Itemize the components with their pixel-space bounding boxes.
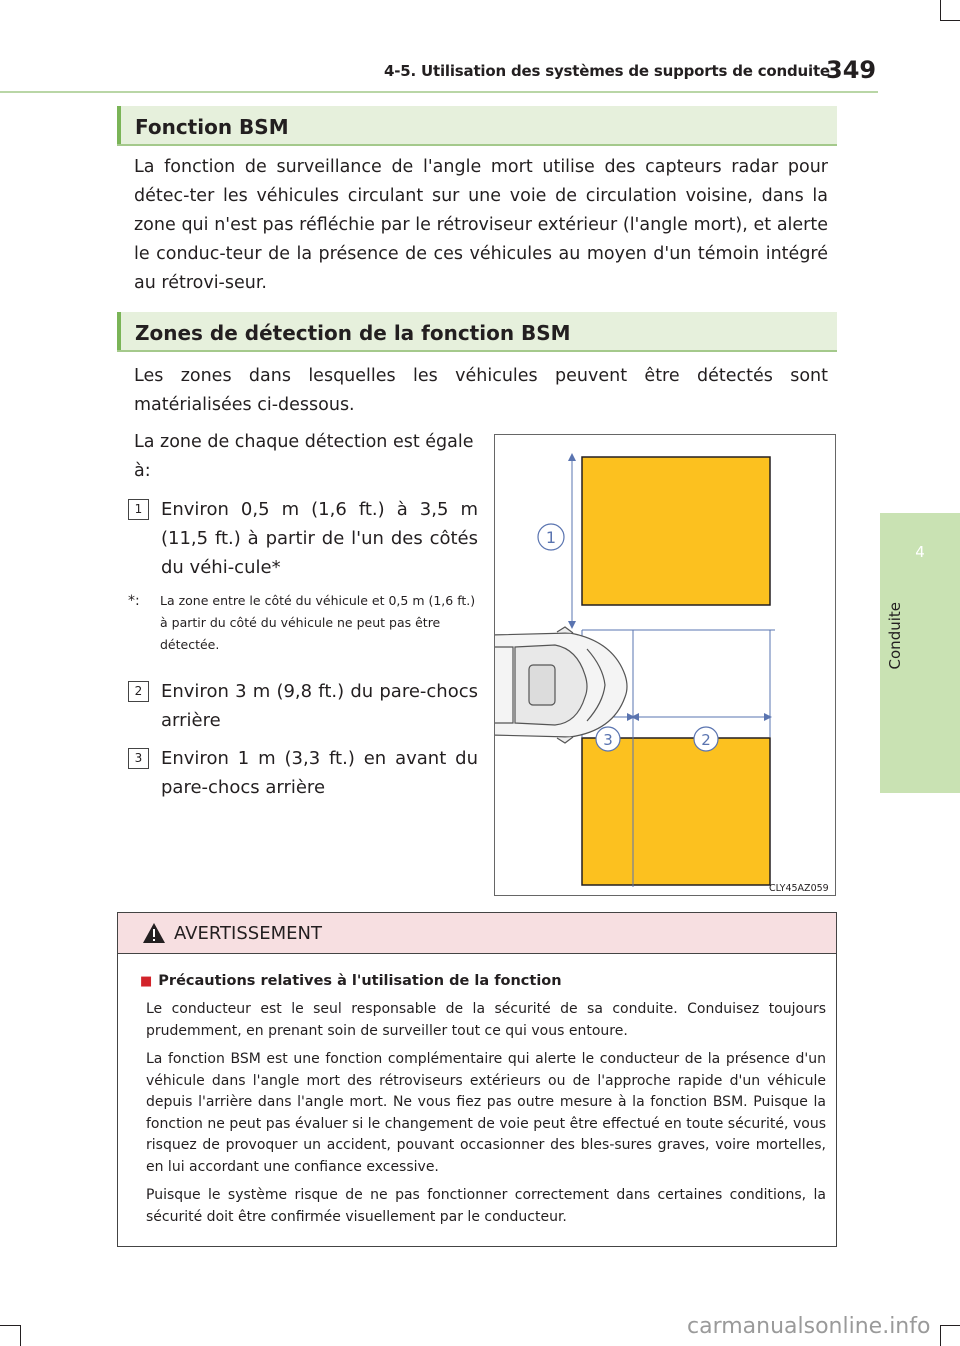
section-heading-bsm xyxy=(117,106,837,146)
footnote-mark: *: xyxy=(128,593,140,609)
callout-3-text: 3 xyxy=(603,731,613,749)
car-illustration xyxy=(495,627,627,743)
section-title: Fonction BSM xyxy=(135,115,289,139)
list-intro: La zone de chaque détection est égale à: xyxy=(134,432,474,481)
section-body: La fonction de surveillance de l'angle mort utilise des capteurs radar pour détec-ter les véhicules circulant sur une voie de circulation voisine, dans la zone qui n'est pas réfléchie par le rétroviseur extérieur (l'angle mort), et alerte le conduc-teur de la présence de ces véhicules au moyen d'un témoin intégré au rétrovi-seur. xyxy=(134,157,828,293)
item-number: 3 xyxy=(128,748,149,769)
detection-zone-rear xyxy=(582,738,770,885)
item-text: Environ 0,5 m (1,6 ft.) à 3,5 m (11,5 ft.) à partir de l'un des côtés du véhi-cule* xyxy=(161,499,478,578)
item-text: Environ 1 m (3,3 ft.) en avant du pare-chocs arrière xyxy=(161,748,478,798)
callout-2-text: 2 xyxy=(701,731,711,749)
crop-mark xyxy=(940,1325,960,1326)
warning-box xyxy=(117,912,837,1247)
warning-paragraph: Le conducteur est le seul responsable de la sécurité de sa conduite. Conduisez toujours prudemment, en prenant soin de surveiller tout ce qui vous entoure. xyxy=(146,1001,826,1039)
square-bullet-icon: ■ xyxy=(140,974,153,989)
item-number: 1 xyxy=(128,499,149,520)
item-text: Environ 3 m (9,8 ft.) du pare-chocs arrière xyxy=(161,681,478,731)
header-rule xyxy=(0,91,878,93)
section-body: Les zones dans lesquelles les véhicules peuvent être détectés sont matérialisées ci-dessous. xyxy=(134,366,828,415)
page-number: 349 xyxy=(826,56,877,84)
crop-mark xyxy=(20,1325,21,1346)
crop-mark xyxy=(940,1325,941,1346)
crop-mark xyxy=(940,0,941,20)
chapter-label: Conduite xyxy=(886,602,904,670)
warning-header xyxy=(118,913,836,954)
footnote-text: La zone entre le côté du véhicule et 0,5 m (1,6 ft.) à partir du côté du véhicule ne peut pas être détectée. xyxy=(160,593,476,652)
item-number: 2 xyxy=(128,681,149,702)
section-heading-zones xyxy=(117,312,837,352)
list-item xyxy=(128,495,478,582)
section-title: Zones de détection de la fonction BSM xyxy=(135,321,571,345)
warning-subheading-text: Précautions relatives à l'utilisation de la fonction xyxy=(158,973,562,989)
warning-triangle-icon xyxy=(142,922,166,944)
crop-mark xyxy=(0,1325,20,1326)
figure-code: CLY45AZ059 xyxy=(769,883,829,894)
detection-zone-diagram xyxy=(494,434,836,896)
watermark: carmanualsonline.info xyxy=(687,1314,931,1339)
callout-1-text: 1 xyxy=(545,528,557,547)
warning-paragraph: La fonction BSM est une fonction complémentaire qui alerte le conducteur de la présence d'un véhicule dans l'angle mort des rétroviseurs extérieurs ou de l'approche rapide d'un véhicule depuis l'arrière dans l'angle mort. Ne vous fiez pas outre mesure à la fonction BSM. Puisque la fonction ne peut pas évaluer si le changement de voie peut être effectué en toute sécurité, vous risquez de provoquer un accident, pouvant occasionner des bles-sures graves, voire mortelles, en lui accordant une confiance excessive. xyxy=(146,1051,826,1175)
warning-title: AVERTISSEMENT xyxy=(174,923,322,944)
list-item xyxy=(128,744,478,802)
crop-mark xyxy=(940,20,960,21)
warning-paragraph: Puisque le système risque de ne pas fonctionner correctement dans certaines conditions, la sécurité doit être confirmée visuellement par le conducteur. xyxy=(146,1187,826,1225)
diagram-svg xyxy=(495,435,836,896)
header-section-title: 4-5. Utilisation des systèmes de supports de conduite xyxy=(384,62,830,80)
footnote xyxy=(128,590,480,656)
chapter-number: 4 xyxy=(915,543,925,561)
detection-zone-front xyxy=(582,457,770,605)
list-item xyxy=(128,677,478,735)
warning-subheading xyxy=(140,973,562,989)
